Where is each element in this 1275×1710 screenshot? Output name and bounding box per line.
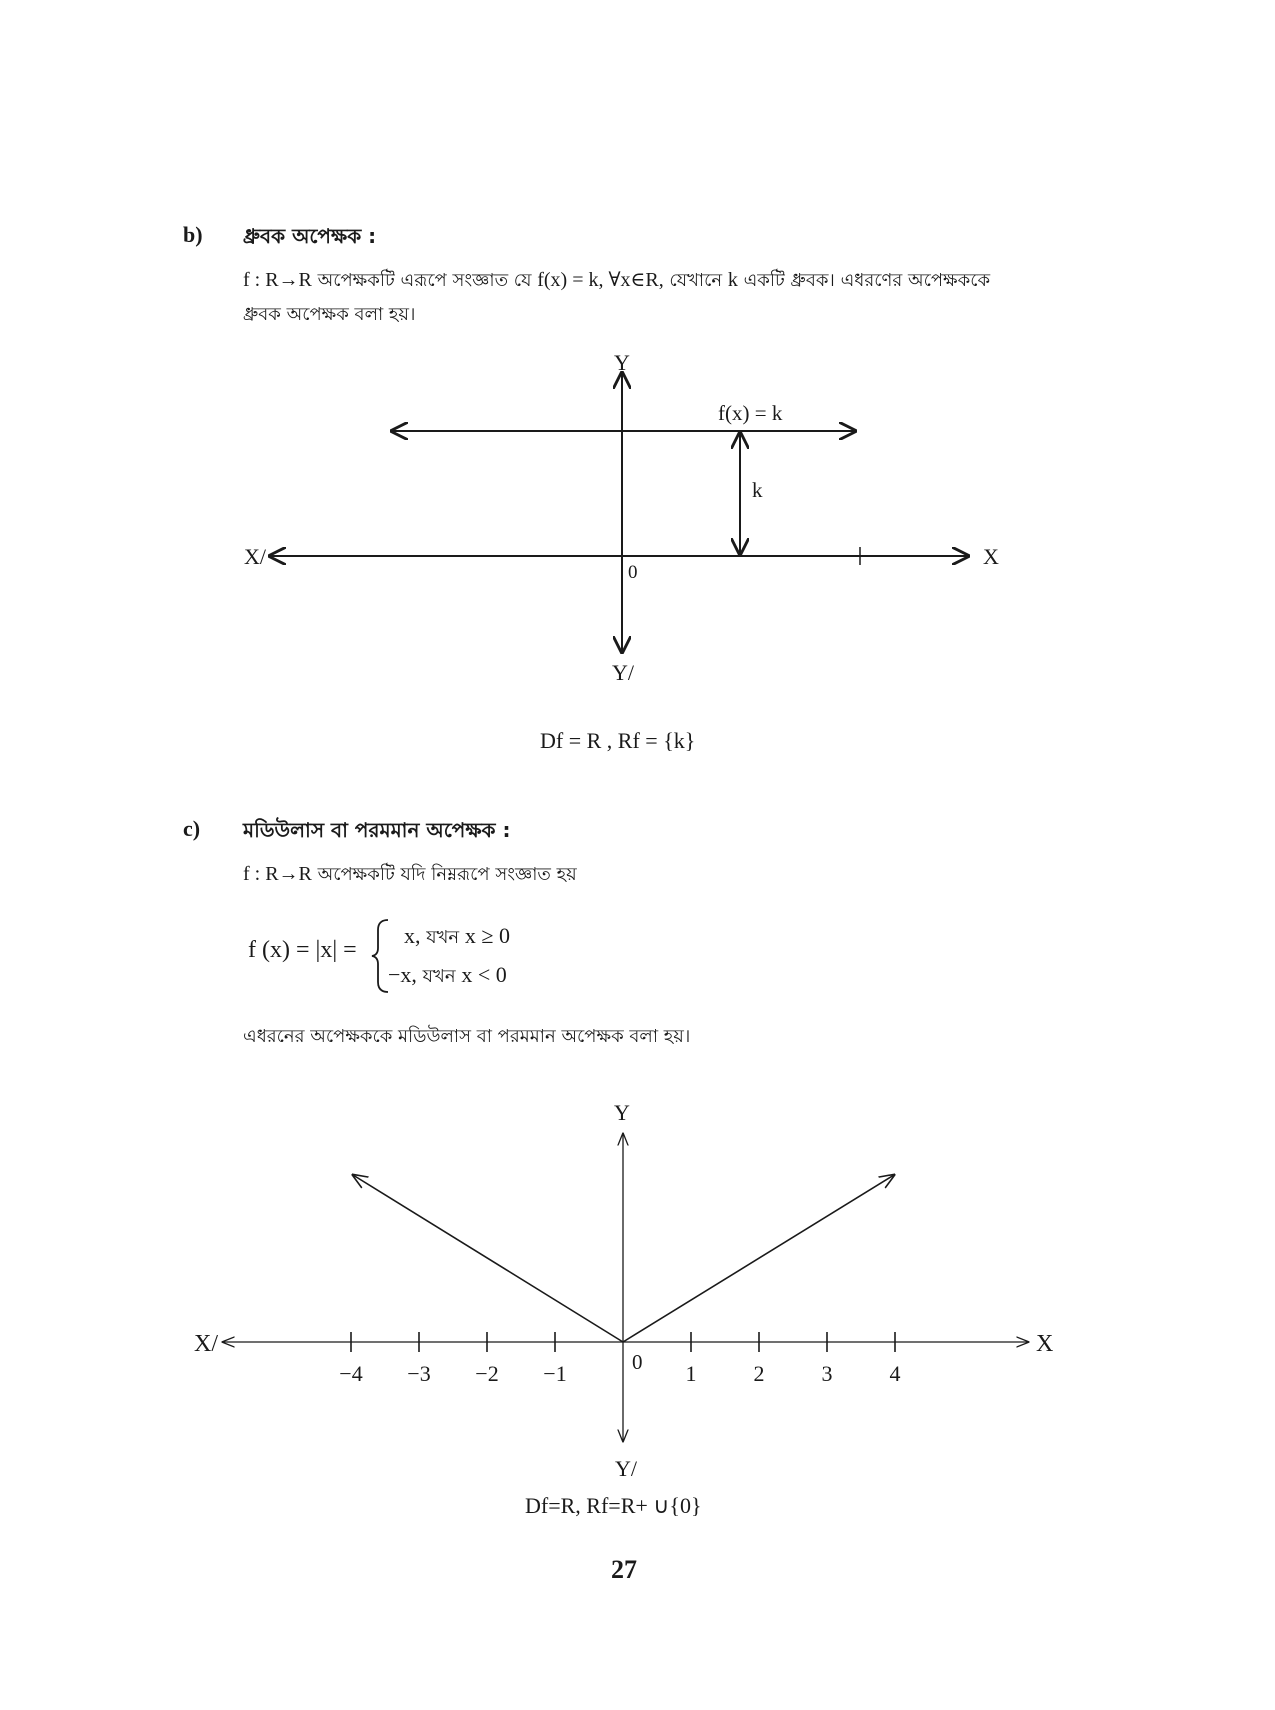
section-b-label: b) (183, 222, 203, 247)
case-condition: x < 0 (461, 962, 507, 987)
section-c-closing (243, 1020, 690, 1053)
x-prime-axis-label: X/ (244, 544, 266, 569)
section-c-definition (243, 858, 577, 891)
x-tick-label: −3 (407, 1361, 431, 1386)
x-tick-label: 4 (889, 1361, 901, 1386)
y-prime-axis-label: Y/ (612, 660, 634, 685)
case-nonnegative (404, 923, 510, 954)
y-axis-label: Y (614, 1100, 630, 1125)
y-prime-axis-label: Y/ (615, 1456, 637, 1481)
x-tick-label: 1 (685, 1361, 697, 1386)
modulus-function-graph (194, 1100, 1053, 1481)
origin-label: 0 (628, 562, 638, 583)
section-b-title: ধ্রুবক অপেক্ষক : (243, 224, 377, 248)
math-k: k (727, 269, 738, 291)
case-word: যখন (416, 966, 462, 987)
x-tick-label: −4 (339, 1361, 363, 1386)
case-word: যখন (420, 927, 465, 948)
y-axis-label: Y (614, 350, 630, 375)
math-fx-k: f(x) = k, ∀x∈R, (537, 269, 664, 291)
origin-label: 0 (632, 1350, 643, 1374)
case-negative (388, 962, 507, 993)
x-axis-label: X (983, 544, 999, 569)
formula-lhs: f (x) = |x| = (248, 937, 357, 963)
x-tick-label: 2 (753, 1361, 765, 1386)
page-number: 27 (611, 1555, 637, 1584)
section-c-domain-range: Df=R, Rf=R+ ∪{0} (525, 1493, 702, 1518)
x-tick-label: −2 (475, 1361, 499, 1386)
closing-text: এধরনের অপেক্ষককে মডিউলাস বা পরমমান অপেক্ষক বলা হয়। (243, 1026, 691, 1047)
section-c-title: মডিউলাস বা পরমমান অপেক্ষক : (243, 818, 511, 842)
definition-text: যেখানে (663, 270, 728, 291)
x-prime-axis-label: X/ (194, 1331, 218, 1357)
definition-text: একটি ধ্রুবক। এধরণের অপেক্ষককে (737, 270, 991, 291)
abs-right-branch (623, 1175, 894, 1342)
case-expr: −x, (388, 962, 417, 987)
definition-text: ধ্রুবক অপেক্ষক বলা হয়। (243, 304, 416, 325)
definition-text: অপেক্ষকটি যদি নিম্নরূপে সংজ্ঞাত হয় (311, 864, 577, 885)
definition-text: অপেক্ষকটি এরূপে সংজ্ঞাত যে (311, 270, 538, 291)
case-condition: x ≥ 0 (464, 923, 510, 948)
x-axis-label: X (1036, 1331, 1054, 1357)
constant-line-label: f(x) = k (718, 401, 783, 425)
abs-left-branch (353, 1175, 623, 1342)
math-map: f : R→R (243, 863, 312, 885)
math-map: f : R→R (243, 269, 312, 291)
section-b-domain-range: Df = R , Rf = {k} (540, 728, 696, 753)
k-label: k (752, 478, 763, 502)
x-tick-label: −1 (543, 1361, 567, 1386)
section-c-label: c) (183, 816, 201, 841)
case-expr: x, (404, 923, 421, 948)
x-tick-label: 3 (821, 1361, 833, 1386)
